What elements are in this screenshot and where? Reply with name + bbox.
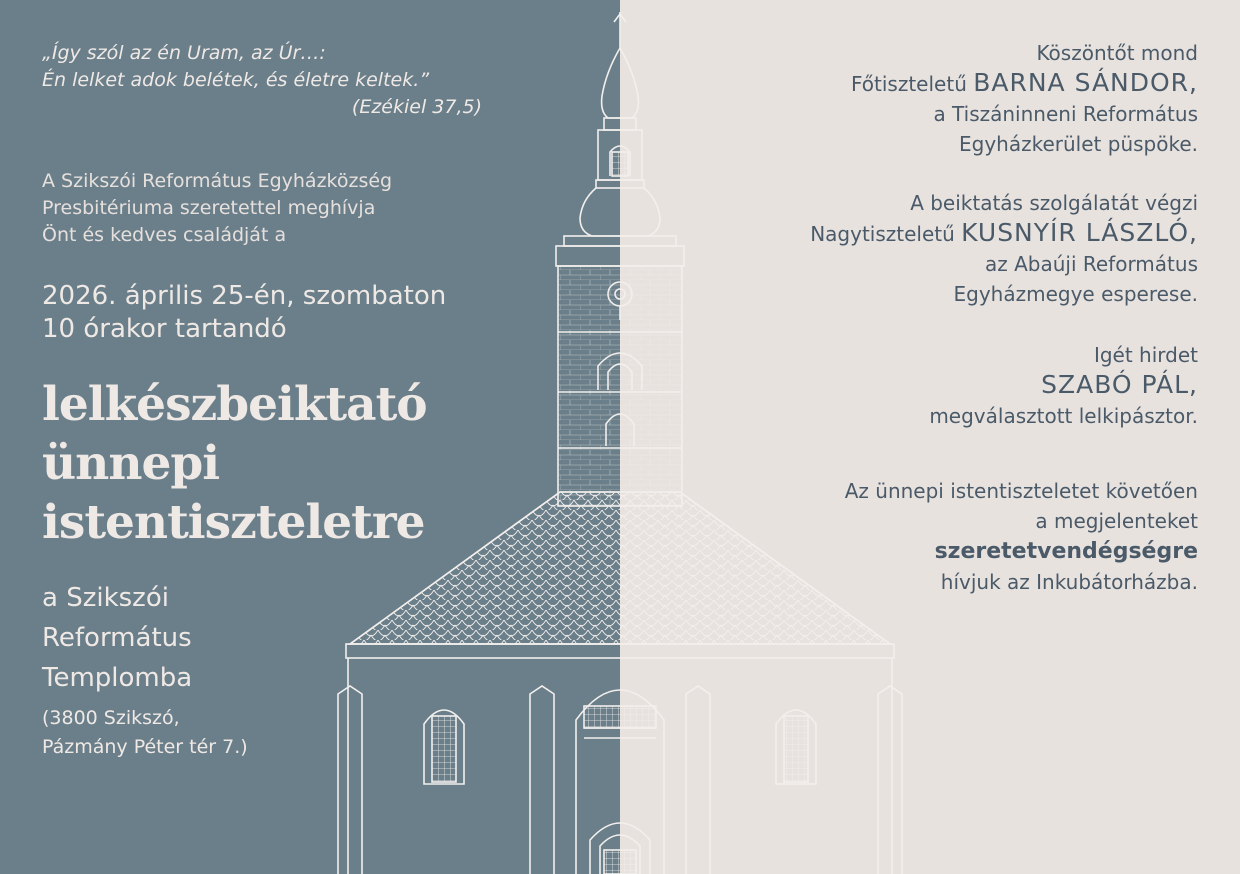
venue-line-1: a Szikszói	[42, 583, 169, 613]
event-title	[42, 375, 512, 552]
greeting-block	[638, 38, 1198, 159]
sermon-line-3: megválasztott lelkipásztor.	[929, 404, 1198, 428]
installation-line-4: Egyházmegye esperese.	[953, 282, 1198, 306]
greeting-line-1: Köszöntőt mond	[1036, 41, 1198, 65]
reception-block	[638, 476, 1198, 597]
quote-reference: (Ezékiel 37,5)	[351, 96, 482, 118]
reception-line-4: hívjuk az Inkubátorházba.	[940, 570, 1198, 594]
installation-title-prefix: Nagytiszteletű	[810, 222, 955, 246]
intro-line-2: Presbitériuma szeretettel meghívja	[42, 197, 376, 219]
date-line-1: 2026. április 25-én, szombaton	[42, 281, 447, 311]
sermon-line-1: Igét hirdet	[1093, 343, 1198, 367]
reception-line-2: a megjelenteket	[1035, 509, 1198, 533]
intro-line-1: A Szikszói Református Egyházközség	[42, 170, 393, 192]
reception-highlight: szeretetvendégségre	[934, 539, 1198, 564]
quote-line-2: Én lelket adok belétek, és életre keltek.”	[42, 69, 430, 91]
quote-line-1: „Így szól az én Uram, az Úr…:	[42, 42, 326, 64]
title-line-1: lelkészbeiktató	[42, 377, 427, 432]
installation-name: KUSNYÍR LÁSZLÓ,	[961, 218, 1198, 247]
event-date	[42, 280, 562, 346]
venue-address	[42, 704, 442, 762]
greeting-line-4: Egyházkerület püspöke.	[959, 132, 1198, 156]
title-line-3: istentiszteletre	[42, 495, 425, 550]
installation-line-3: az Abaúji Református	[984, 252, 1198, 276]
venue-line-2: Református	[42, 623, 192, 653]
greeting-name: BARNA SÁNDOR,	[973, 68, 1198, 97]
reception-line-1: Az ünnepi istentiszteletet követően	[844, 479, 1198, 503]
installation-line-1: A beiktatás szolgálatát végzi	[910, 191, 1198, 215]
address-line-1: (3800 Szikszó,	[42, 707, 180, 729]
event-venue	[42, 578, 442, 698]
greeting-line-3: a Tiszáninneni Református	[933, 102, 1198, 126]
sermon-name: SZABÓ PÁL,	[1041, 370, 1198, 399]
venue-line-3: Templomba	[42, 663, 193, 693]
address-line-2: Pázmány Péter tér 7.)	[42, 736, 248, 758]
title-line-2: ünnepi	[42, 436, 220, 491]
date-line-2: 10 órakor tartandó	[42, 314, 287, 344]
sermon-block	[638, 340, 1198, 431]
invitation-intro	[42, 168, 512, 249]
installation-block	[638, 188, 1198, 309]
greeting-title-prefix: Főtiszteletű	[851, 72, 967, 96]
bible-quote	[42, 40, 502, 121]
intro-line-3: Önt és kedves családját a	[42, 224, 287, 246]
